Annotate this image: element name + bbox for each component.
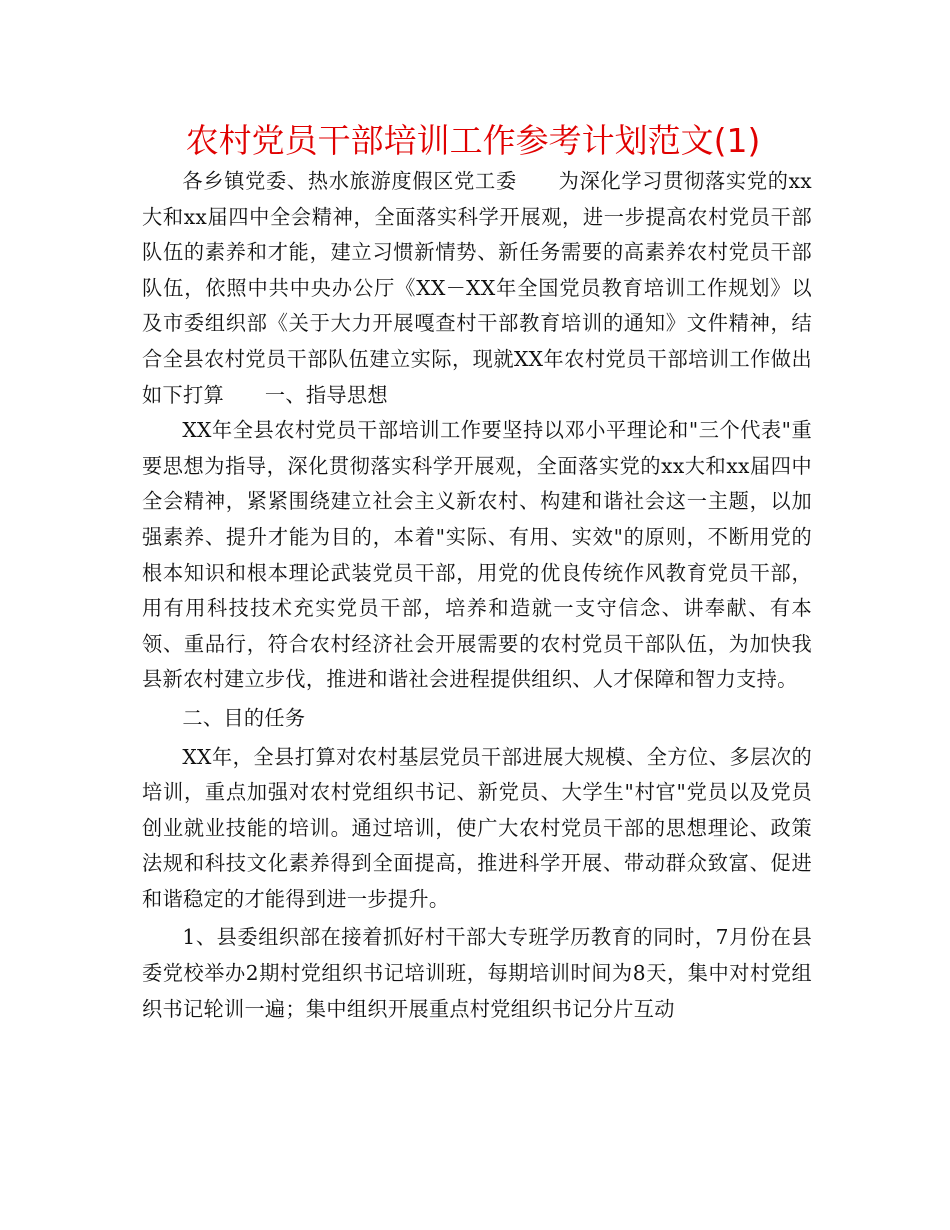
paragraph-intro: 各乡镇党委、热水旅游度假区党工委 为深化学习贯彻落实党的xx大和xx届四中全会精神，全面落实科学开展观，进一步提高农村党员干部队伍的素养和才能，建立习惯新情势、新任务需要的高素养农村党员干部队伍，依照中共中央办公厅《XX－XX年全国党员教育培训工作规划》以及市委组织部《关于大力开展嘎查村干部教育培训的通知》文件精神，结合全县农村党员干部队伍建立实际，现就XX年农村党员干部培训工作做出如下打算 一、指导思想 [142,169,812,407]
document-page [142,118,812,1027]
document-title: 农村党员干部培训工作参考计划范文(1) [185,121,761,160]
paragraph-guiding-thought: XX年全县农村党员干部培训工作要坚持以邓小平理论和"三个代表"重要思想为指导，深化贯彻落实科学开展观，全面落实党的xx大和xx届四中全会精神，紧紧围绕建立社会主义新农村、构建和谐社会这一主题，以加强素养、提升才能为目的，本着"实际、有用、实效"的原则，不断用党的根本知识和根本理论武装党员干部，用党的优良传统作风教育党员干部，用有用科技技术充实党员干部，培养和造就一支守信念、讲奉献、有本领、重品行，符合农村经济社会开展需要的农村党员干部队伍，为加快我县新农村建立步伐，推进和谐社会进程提供组织、人才保障和智力支持。 [142,418,812,692]
paragraph-item-1: 1、县委组织部在接着抓好村干部大专班学历教育的同时，7月份在县委党校举办2期村党组织书记培训班，每期培训时间为8天，集中对村党组织书记轮训一遍；集中组织开展重点村党组织书记分片互动 [142,925,812,1021]
section-heading-objectives: 二、目的任务 [182,705,306,730]
paragraph-objectives: XX年，全县打算对农村基层党员干部进展大规模、全方位、多层次的培训，重点加强对农村党组织书记、新党员、大学生"村官"党员以及党员创业就业技能的培训。通过培训，使广大农村党员干部的思想理论、政策法规和科技文化素养得到全面提高，推进科学开展、带动群众致富、促进和谐稳定的才能得到进一步提升。 [142,744,812,911]
